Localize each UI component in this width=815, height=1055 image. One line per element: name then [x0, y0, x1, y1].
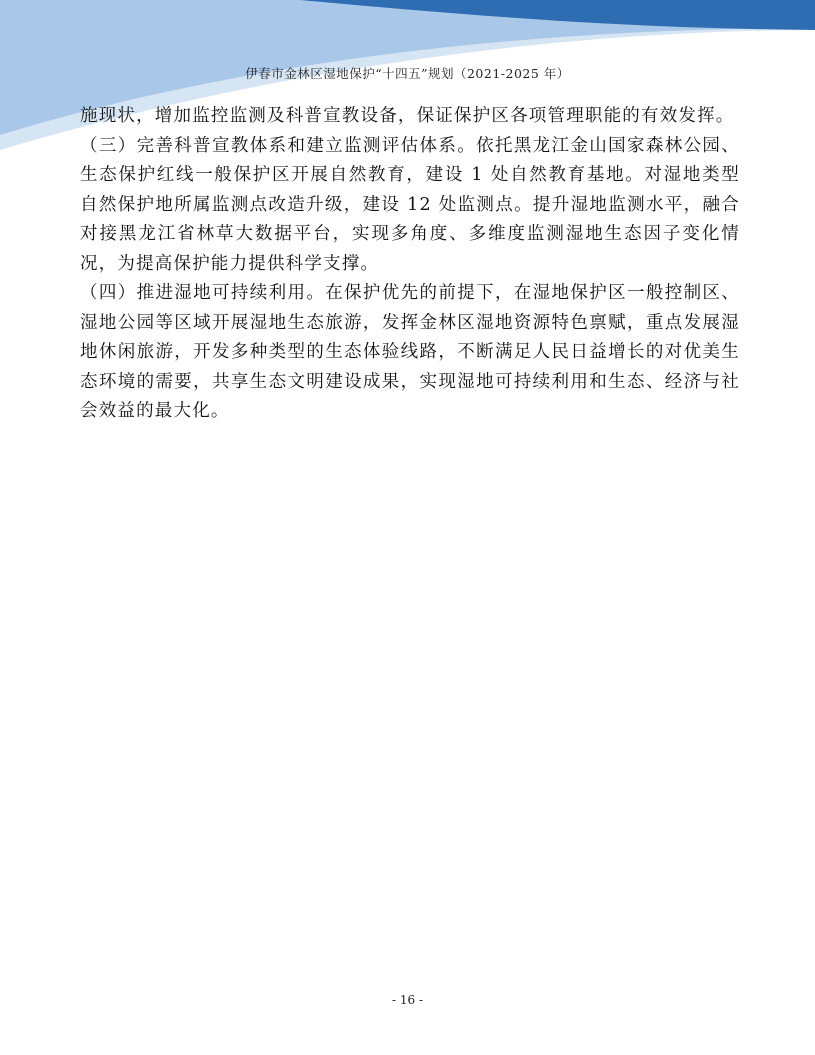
paragraph-2: （三）完善科普宣教体系和建立监测评估体系。依托黑龙江金山国家森林公园、生态保护红线一般保护区开展自然教育，建设 1 处自然教育基地。对湿地类型自然保护地所属监测点改造升级，建设 12 处监测点。提升湿地监测水平，融合对接黑龙江省林草大数据平台，实现多角度、多维度监测湿地生态因子变化情况，为提高保护能力提供科学支撑。 [80, 135, 740, 274]
page-header-title: 伊春市金林区湿地保护“十四五”规划（2021-2025 年） [245, 66, 570, 81]
paragraph-3: （四）推进湿地可持续利用。在保护优先的前提下，在湿地保护区一般控制区、湿地公园等区域开展湿地生态旅游，发挥金林区湿地资源特色禀赋，重点发展湿地休闲旅游，开发多种类型的生态体验线路，不断满足人民日益增长的对优美生态环境的需要，共享生态文明建设成果，实现湿地可持续利用和生态、经济与社会效益的最大化。 [80, 283, 740, 421]
page-number: - 16 - [391, 993, 423, 1007]
paragraph-1: 施现状，增加监控监测及科普宣教设备，保证保护区各项管理职能的有效发挥。 [80, 106, 735, 126]
document-body [80, 102, 740, 427]
